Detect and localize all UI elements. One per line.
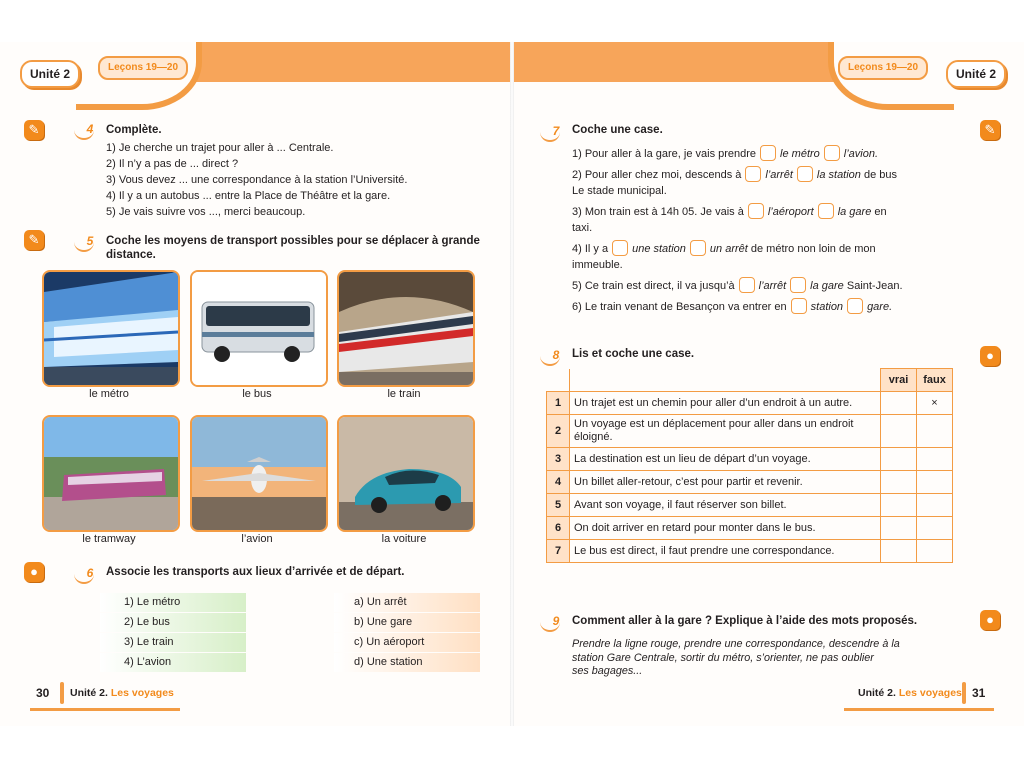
list-item: 3) Le train: [100, 633, 246, 652]
page-number-left: 30: [36, 686, 50, 700]
table-row: 3 La destination est un lieu de départ d’un voyage.: [547, 448, 953, 471]
text-line: Prendre la ligne rouge, prendre une correspondance, descendre à la: [572, 638, 900, 650]
metro-photo: [42, 270, 180, 387]
text-line: ses bagages...: [572, 665, 643, 677]
vrai-cell[interactable]: [881, 415, 917, 448]
pencil-icon: ✎: [24, 230, 44, 250]
footer-title-left: Unité 2. Les voyages: [70, 687, 174, 699]
checkbox[interactable]: [847, 298, 863, 314]
train-photo: [337, 270, 475, 387]
caption: le tramway: [82, 533, 136, 545]
faux-cell[interactable]: ×: [917, 392, 953, 415]
table-header-row: [547, 369, 953, 392]
exercise-7-items: [572, 145, 948, 319]
vrai-cell[interactable]: [881, 448, 917, 471]
table-row: 6 On doit arriver en retard pour monter dans le bus.: [547, 517, 953, 540]
list-item: 1) Je cherche un trajet pour aller à ... Centrale.: [106, 142, 334, 154]
faux-cell[interactable]: [917, 415, 953, 448]
list-item: 2) Il n’y a pas de ... direct ?: [106, 158, 239, 170]
car-photo: [337, 415, 475, 532]
caption: le train: [387, 388, 421, 400]
checkbox[interactable]: [690, 240, 706, 256]
exercise-number: 7: [546, 122, 566, 140]
exercise-9-title: Comment aller à la gare ? Explique à l’aide des mots proposés.: [572, 615, 918, 627]
list-item: b) Une gare: [334, 613, 480, 632]
footer-divider: [60, 682, 64, 704]
list-item: 4) Il y a une station un arrêt de métro non loin de mon immeuble.: [572, 240, 948, 273]
vrai-cell[interactable]: [881, 471, 917, 494]
column-header-vrai: vrai: [881, 369, 917, 392]
exercise-number: 9: [546, 612, 566, 630]
checkbox[interactable]: [824, 145, 840, 161]
checkbox[interactable]: [748, 203, 764, 219]
table-row: 1 Un trajet est un chemin pour aller d’un endroit à un autre. ×: [547, 392, 953, 415]
exercise-7-title: Coche une case.: [572, 124, 663, 136]
checkbox[interactable]: [791, 298, 807, 314]
list-item: d) Une station: [334, 653, 480, 672]
exercise-9-words: [572, 638, 946, 679]
exercise-4-items: [106, 140, 407, 220]
checkbox[interactable]: [745, 166, 761, 182]
pencil-icon: ✎: [980, 120, 1000, 140]
checkbox[interactable]: [790, 277, 806, 293]
table-row: 2 Un voyage est un déplacement pour aller dans un endroit éloigné.: [547, 415, 953, 448]
footer-divider: [962, 682, 966, 704]
list-item: c) Un aéroport: [334, 633, 480, 652]
exercise-5-title: [106, 234, 480, 262]
list-item: 3) Mon train est à 14h 05. Je vais à l’aéroport la gare en taxi.: [572, 203, 948, 236]
exercise-4-title: Complète.: [106, 124, 162, 136]
group-icon: ●: [980, 346, 1000, 366]
textbook-spread: [0, 42, 1024, 726]
vrai-cell[interactable]: [881, 517, 917, 540]
table-row: 4 Un billet aller-retour, c’est pour partir et revenir.: [547, 471, 953, 494]
list-item: 5) Je vais suivre vos ..., merci beaucoup.: [106, 206, 306, 218]
column-header-faux: faux: [917, 369, 953, 392]
checkbox[interactable]: [739, 277, 755, 293]
faux-cell[interactable]: [917, 494, 953, 517]
checkbox[interactable]: [797, 166, 813, 182]
unit-tab-right: Unité 2: [946, 60, 1006, 88]
list-item: 3) Vous devez ... une correspondance à la station l’Université.: [106, 174, 408, 186]
list-item: 4) L’avion: [100, 653, 246, 672]
group-icon: ●: [980, 610, 1000, 630]
table-row: 5 Avant son voyage, il faut réserver son billet.: [547, 494, 953, 517]
unit-tab-left: Unité 2: [20, 60, 80, 88]
tramway-photo: [42, 415, 180, 532]
vrai-cell[interactable]: [881, 540, 917, 563]
list-item: 5) Ce train est direct, il va jusqu’à l’arrêt la gare Saint-Jean.: [572, 277, 948, 294]
exercise-6-title: Associe les transports aux lieux d’arrivée et de départ.: [106, 566, 405, 578]
places-list: [334, 593, 480, 673]
header-band-right: [514, 42, 874, 82]
true-false-table: [546, 368, 953, 563]
transport-list: [100, 593, 246, 673]
exercise-number: 4: [80, 120, 100, 138]
vrai-cell[interactable]: [881, 392, 917, 415]
list-item: 1) Pour aller à la gare, je vais prendre le métro l’avion.: [572, 145, 948, 162]
group-icon: ●: [24, 562, 44, 582]
exercise-number: 6: [80, 564, 100, 582]
page-gutter: [510, 42, 514, 726]
lessons-tab-left: Leçons 19—20: [98, 56, 188, 80]
footer-line-right: [844, 708, 994, 711]
checkbox[interactable]: [760, 145, 776, 161]
caption: le métro: [89, 388, 129, 400]
list-item: 6) Le train venant de Besançon va entrer en station gare.: [572, 298, 948, 315]
list-item: 4) Il y a un autobus ... entre la Place de Théâtre et la gare.: [106, 190, 391, 202]
checkbox[interactable]: [818, 203, 834, 219]
page-number-right: 31: [972, 686, 986, 700]
exercise-number: 8: [546, 346, 566, 364]
exercise-number: 5: [80, 232, 100, 250]
faux-cell[interactable]: [917, 540, 953, 563]
list-item: a) Un arrêt: [334, 593, 480, 612]
faux-cell[interactable]: [917, 471, 953, 494]
table-row: 7 Le bus est direct, il faut prendre une correspondance.: [547, 540, 953, 563]
checkbox[interactable]: [612, 240, 628, 256]
text-line: station Gare Centrale, sortir du métro, s’orienter, ne pas oublier: [572, 651, 874, 664]
faux-cell[interactable]: [917, 448, 953, 471]
faux-cell[interactable]: [917, 517, 953, 540]
list-item: 1) Le métro: [100, 593, 246, 612]
title-line: distance.: [106, 249, 156, 261]
caption: l’avion: [241, 533, 273, 545]
caption: le bus: [242, 388, 272, 400]
lessons-tab-right: Leçons 19—20: [838, 56, 928, 80]
plane-photo: [190, 415, 328, 532]
caption: la voiture: [381, 533, 427, 545]
list-item: 2) Le bus: [100, 613, 246, 632]
list-item: 2) Pour aller chez moi, descends à l’arrêt la station de bus Le stade municipal.: [572, 166, 948, 199]
footer-title-right: Unité 2. Les voyages: [858, 687, 962, 699]
exercise-8-title: Lis et coche une case.: [572, 348, 695, 360]
vrai-cell[interactable]: [881, 494, 917, 517]
title-line: Coche les moyens de transport possibles pour se déplacer à grande: [106, 235, 480, 247]
pencil-icon: ✎: [24, 120, 44, 140]
footer-line-left: [30, 708, 180, 711]
bus-photo: [190, 270, 328, 387]
